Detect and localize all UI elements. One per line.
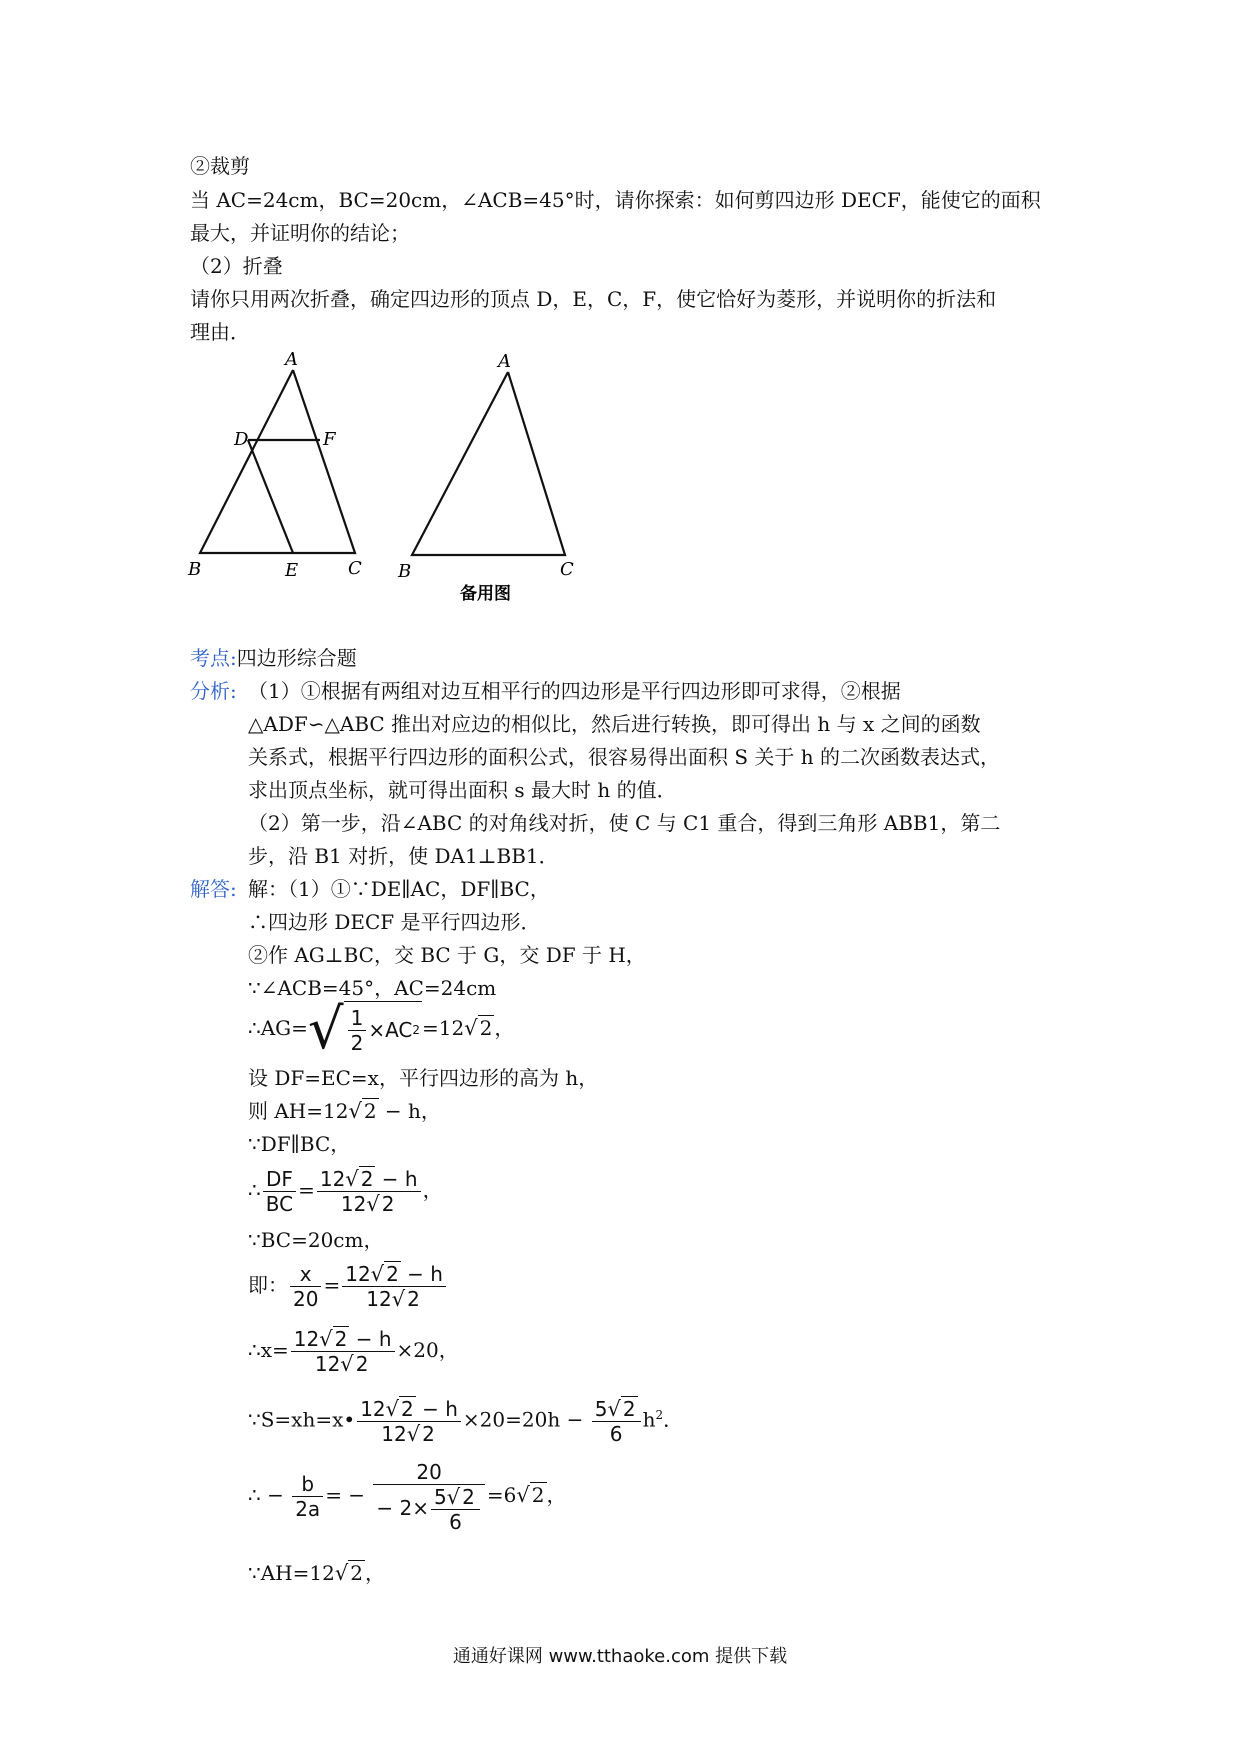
ag-sqrt: √ 2 <box>464 1016 493 1040</box>
jieda-line-4: ∵∠ACB=45°，AC=24cm <box>248 976 497 1000</box>
geometry-figures <box>180 345 600 615</box>
kaodian-label: 考点: <box>190 646 237 670</box>
kaodian-line <box>190 645 357 671</box>
b-over-2a: $\frac{b}{2a}$ <box>292 1472 323 1521</box>
problem-part1-2-line1: 当 AC=24cm，BC=20cm，∠ACB=45°时，请你探索：如何剪四边形 DECF，能使它的面积 <box>190 188 1041 212</box>
jieda-line-6: 设 DF=EC=x，平行四边形的高为 h， <box>248 1066 599 1090</box>
fenxi-line-6: 步，沿 B1 对折，使 DA1⊥BB1． <box>248 844 559 868</box>
jieda-line-ah: 则 AH=12√ 2 − h， <box>248 1099 441 1123</box>
figure2-label-b: B <box>398 561 412 582</box>
fenxi-label: 分析: <box>190 679 237 703</box>
figure1-segment-de <box>248 440 293 553</box>
ag-equals: =12 <box>422 1016 465 1040</box>
vertex-fraction: 20 − 2× $\frac{5√ 2}{6}$ <box>373 1460 484 1534</box>
figure1-label-e: E <box>285 560 299 581</box>
ratio-right: $\frac{12√ 2 - h}{12√ 2}$ <box>317 1167 421 1216</box>
figure1-triangle <box>200 370 355 553</box>
ratio-df-bc: $\frac{DF}{BC}$ <box>263 1167 296 1216</box>
figure1-label-b: B <box>188 559 202 580</box>
figure2-label-a: A <box>498 351 511 372</box>
x20-right: $\frac{12√ 2 - h}{12√ 2}$ <box>342 1262 446 1311</box>
ag-big-radical: √ $\frac{1}{2}$ ×AC 2 <box>307 996 421 1062</box>
problem-part2-line2: 理由． <box>190 320 250 344</box>
problem-part2-title: （2）折叠 <box>190 254 283 278</box>
ag-square: 2 <box>412 1023 421 1037</box>
figure1-label-d: D <box>234 429 249 450</box>
jieda-line-3: ②作 AG⊥BC，交 BC 于 G，交 DF 于 H， <box>248 943 646 967</box>
figure2-label-c: C <box>560 559 574 580</box>
fenxi-line-5: （2）第一步，沿∠ABC 的对角线对折，使 C 与 C1 重合，得到三角形 ABB1，第二 <box>248 811 1001 835</box>
jieda-line-vertex: ∴ − $\frac{b}{2a}$ = − 20 − 2× $\frac{5√ 2}{6}$ =6√ 2 ， <box>248 1455 567 1535</box>
figure1-label-c: C <box>348 558 362 579</box>
kaodian-text: 四边形综合题 <box>236 646 357 670</box>
jieda-line-x: ∴x= $\frac{12√ 2 - h}{12√ 2}$ ×20， <box>248 1327 459 1376</box>
jieda-line-2: ∴四边形 DECF 是平行四边形． <box>248 910 541 934</box>
jieda-line-x20: 即： $\frac{x}{20}$ = $\frac{12√ 2 - h}{12√ 2}$ <box>248 1255 448 1315</box>
fenxi-line-2: △ADF∽△ABC 推出对应边的相似比，然后进行转换，即可得出 h 与 x 之间的函数 <box>248 712 981 736</box>
page-footer: 通通好课网 www.tthaoke.com 提供下载 <box>452 1646 788 1667</box>
s-coefficient: $\frac{5√ 2}{6}$ <box>592 1397 641 1446</box>
jieda-line-ag: ∴AG= √ $\frac{1}{2}$ ×AC 2 =12√ 2 ， <box>248 996 515 1062</box>
s-fraction: $\frac{12√ 2 - h}{12√ 2}$ <box>357 1397 461 1446</box>
jieda-line-ah2: ∵AH=12√ 2 ， <box>248 1561 385 1585</box>
problem-part1-2-line2: 最大，并证明你的结论； <box>190 221 410 245</box>
jieda-line-10: ∵BC=20cm， <box>248 1228 384 1252</box>
figure1-label-a: A <box>285 349 298 370</box>
figure1-label-f: F <box>323 429 336 450</box>
ah-sqrt: √ 2 <box>348 1099 377 1123</box>
ag-prefix: ∴AG= <box>248 1016 308 1040</box>
problem-part2-line1: 请你只用两次折叠，确定四边形的顶点 D，E，C，F，使它恰好为菱形，并说明你的折法和 <box>190 287 997 311</box>
x-fraction: $\frac{12√ 2 - h}{12√ 2}$ <box>291 1327 395 1376</box>
ag-times-ac: ×AC <box>368 1018 413 1042</box>
figure2-triangle <box>412 372 565 555</box>
x-over-20: $\frac{x}{20}$ <box>290 1262 321 1311</box>
jieda-line-1: 解：（1）①∵DE∥AC，DF∥BC， <box>248 877 550 901</box>
jieda-line-s: ∵S=xh=x• $\frac{12√ 2 - h}{12√ 2}$ ×20=20h − $\frac{5√ 2}{6}$ $h^2$． <box>248 1396 684 1446</box>
jieda-label: 解答: <box>190 877 237 901</box>
ah2-sqrt: √ 2 <box>334 1561 363 1585</box>
jieda-line-ratio: ∴ $\frac{DF}{BC}$ = $\frac{12√ 2 - h}{12√ 2}$ ， <box>248 1167 443 1216</box>
fenxi-line-3: 关系式，根据平行四边形的面积公式，很容易得出面积 S 关于 h 的二次函数表达式， <box>248 745 1001 769</box>
fenxi-line-4: 求出顶点坐标，就可得出面积 s 最大时 h 的值． <box>248 778 677 802</box>
ag-half-numerator: 1 <box>348 1006 367 1031</box>
vertex-sqrt: √ 2 <box>516 1483 545 1507</box>
jieda-line-8: ∵DF∥BC， <box>248 1132 351 1156</box>
problem-part1-2-title: ②裁剪 <box>190 154 250 178</box>
figure2-caption: 备用图 <box>460 584 511 604</box>
fenxi-line-1: （1）①根据有两组对边互相平行的四边形是平行四边形即可求得，②根据 <box>248 679 901 703</box>
ag-half-denominator: 2 <box>350 1030 364 1055</box>
